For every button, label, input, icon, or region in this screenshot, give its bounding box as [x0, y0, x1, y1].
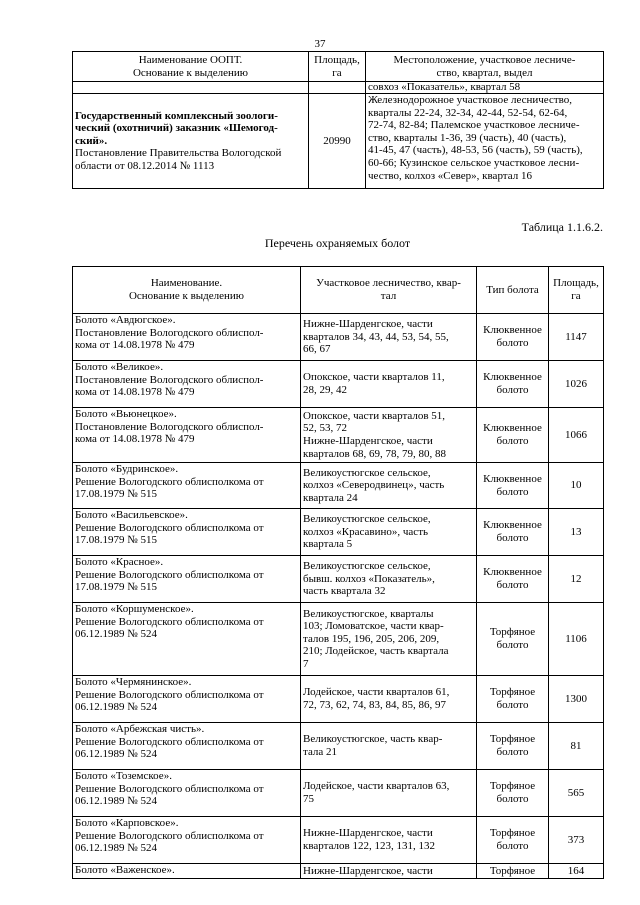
reserve-basis: Постановление Правительства Вологодской области от 08.12.2014 № 1113	[75, 147, 282, 172]
table-row	[73, 509, 604, 556]
oopt-table	[72, 51, 604, 189]
bog-location: Великоустюгское, часть квар- тала 21	[301, 723, 477, 770]
page-number: 37	[314, 38, 326, 50]
table-row	[73, 817, 604, 864]
table-title: Перечень охраняемых болот	[264, 236, 411, 250]
header-location: Местоположение, участковое лесниче- ство, квартал, выдел	[366, 52, 604, 82]
reserve-area: 20990	[309, 94, 366, 189]
bogs-table	[72, 266, 604, 879]
table-row	[73, 361, 604, 408]
bog-location: Опокское, части кварталов 51, 52, 53, 72 Нижне-Шарденгское, части кварталов 68, 69, 78, 79, 80, 88	[301, 408, 477, 463]
table-row	[73, 864, 604, 879]
bog-type: Торфяное болото	[477, 676, 549, 723]
bog-area: 1300	[549, 676, 604, 723]
bog-type: Клюквенное болото	[477, 408, 549, 463]
reserve-title: Государственный комплексный зоологи- ческий (охотничий) заказник «Шемогод- ский».	[75, 109, 278, 147]
continuation-text: совхоз «Показатель», квартал 58	[366, 82, 604, 94]
header-type: Тип болота	[477, 267, 549, 314]
bog-location: Великоустюгское сельское, колхоз «Красавино», часть квартала 5	[301, 509, 477, 556]
bog-location: Лодейское, части кварталов 61, 72, 73, 62, 74, 83, 84, 85, 86, 97	[301, 676, 477, 723]
bog-area: 13	[549, 509, 604, 556]
bog-area: 81	[549, 723, 604, 770]
table-row	[73, 463, 604, 509]
bog-name: Болото «Красное». Решение Вологодского облисполкома от 17.08.1979 № 515	[73, 556, 301, 603]
table-row	[73, 676, 604, 723]
bog-location: Нижне-Шарденгское, части	[301, 864, 477, 879]
bog-location: Великоустюгское сельское, колхоз «Северодвинец», часть квартала 24	[301, 463, 477, 509]
bog-name: Болото «Васильевское». Решение Вологодского облисполкома от 17.08.1979 № 515	[73, 509, 301, 556]
bog-type: Клюквенное болото	[477, 361, 549, 408]
bog-name: Болото «Важенское».	[73, 864, 301, 879]
table-row	[73, 723, 604, 770]
bog-name: Болото «Будринское». Решение Вологодского облисполкома от 17.08.1979 № 515	[73, 463, 301, 509]
bog-name: Болото «Коршуменское». Решение Вологодского облисполкома от 06.12.1989 № 524	[73, 603, 301, 676]
bog-type: Торфяное болото	[477, 723, 549, 770]
reserve-location: Железнодорожное участковое лесничество, кварталы 22-24, 32-34, 42-44, 52-54, 62-64, 72-74, 82-84; Палемское участковое лесниче- ство, кварталы 1-36, 39 (часть), 40 (часть), 41-45, 47 (часть), 48-53, 56 (часть), 59 (часть), 60-66; Кузинское сельское участковое лесни- чество, колхоз «Север», квартал 16	[366, 94, 604, 189]
bog-type: Торфяное болото	[477, 817, 549, 864]
bog-location: Лодейское, части кварталов 63, 75	[301, 770, 477, 817]
bog-area: 565	[549, 770, 604, 817]
bog-area: 12	[549, 556, 604, 603]
table-row	[73, 556, 604, 603]
bog-area: 164	[549, 864, 604, 879]
table-row	[73, 94, 604, 189]
continuation-row	[73, 82, 604, 94]
header-name: Наименование ООПТ. Основание к выделению	[73, 52, 309, 82]
bog-area: 1066	[549, 408, 604, 463]
table-row	[73, 408, 604, 463]
bog-location: Опокское, части кварталов 11, 28, 29, 42	[301, 361, 477, 408]
bog-type: Клюквенное болото	[477, 463, 549, 509]
bog-type: Торфяное болото	[477, 770, 549, 817]
bog-name: Болото «Тоземское». Решение Вологодского облисполкома от 06.12.1989 № 524	[73, 770, 301, 817]
bog-type: Клюквенное болото	[477, 509, 549, 556]
bog-location: Великоустюгское, кварталы 103; Ломоватское, части квар- талов 195, 196, 205, 206, 209, 210; Лодейское, часть квартала 7	[301, 603, 477, 676]
oopt-table-header	[73, 52, 604, 82]
reserve-name	[73, 94, 309, 189]
bog-area: 1026	[549, 361, 604, 408]
bog-area: 1106	[549, 603, 604, 676]
bog-location: Нижне-Шарденгское, части кварталов 34, 43, 44, 53, 54, 55, 66, 67	[301, 314, 477, 361]
bog-type: Клюквенное болото	[477, 556, 549, 603]
bog-name: Болото «Великое». Постановление Вологодского облиспол- кома от 14.08.1978 № 479	[73, 361, 301, 408]
bog-location: Нижне-Шарденгское, части кварталов 122, 123, 131, 132	[301, 817, 477, 864]
bog-name: Болото «Вьюнецкое». Постановление Вологодского облиспол- кома от 14.08.1978 № 479	[73, 408, 301, 463]
bog-name: Болото «Чермянинское». Решение Вологодского облисполкома от 06.12.1989 № 524	[73, 676, 301, 723]
table-label: Таблица 1.1.6.2.	[521, 220, 603, 234]
table-row	[73, 770, 604, 817]
header-area: Площадь, га	[549, 267, 604, 314]
header-name: Наименование. Основание к выделению	[73, 267, 301, 314]
table-row	[73, 314, 604, 361]
bog-name: Болото «Авдюгское». Постановление Вологодского облиспол- кома от 14.08.1978 № 479	[73, 314, 301, 361]
bog-area: 373	[549, 817, 604, 864]
bog-type: Торфяное болото	[477, 603, 549, 676]
bog-location: Великоустюгское сельское, бывш. колхоз «Показатель», часть квартала 32	[301, 556, 477, 603]
header-area: Площадь, га	[309, 52, 366, 82]
bogs-table-header	[73, 267, 604, 314]
bog-type: Клюквенное болото	[477, 314, 549, 361]
header-location: Участковое лесничество, квар- тал	[301, 267, 477, 314]
bog-area: 10	[549, 463, 604, 509]
bog-name: Болото «Карповское». Решение Вологодского облисполкома от 06.12.1989 № 524	[73, 817, 301, 864]
bog-name: Болото «Арбежская чисть». Решение Вологодского облисполкома от 06.12.1989 № 524	[73, 723, 301, 770]
table-row	[73, 603, 604, 676]
bog-type: Торфяное	[477, 864, 549, 879]
bog-area: 1147	[549, 314, 604, 361]
